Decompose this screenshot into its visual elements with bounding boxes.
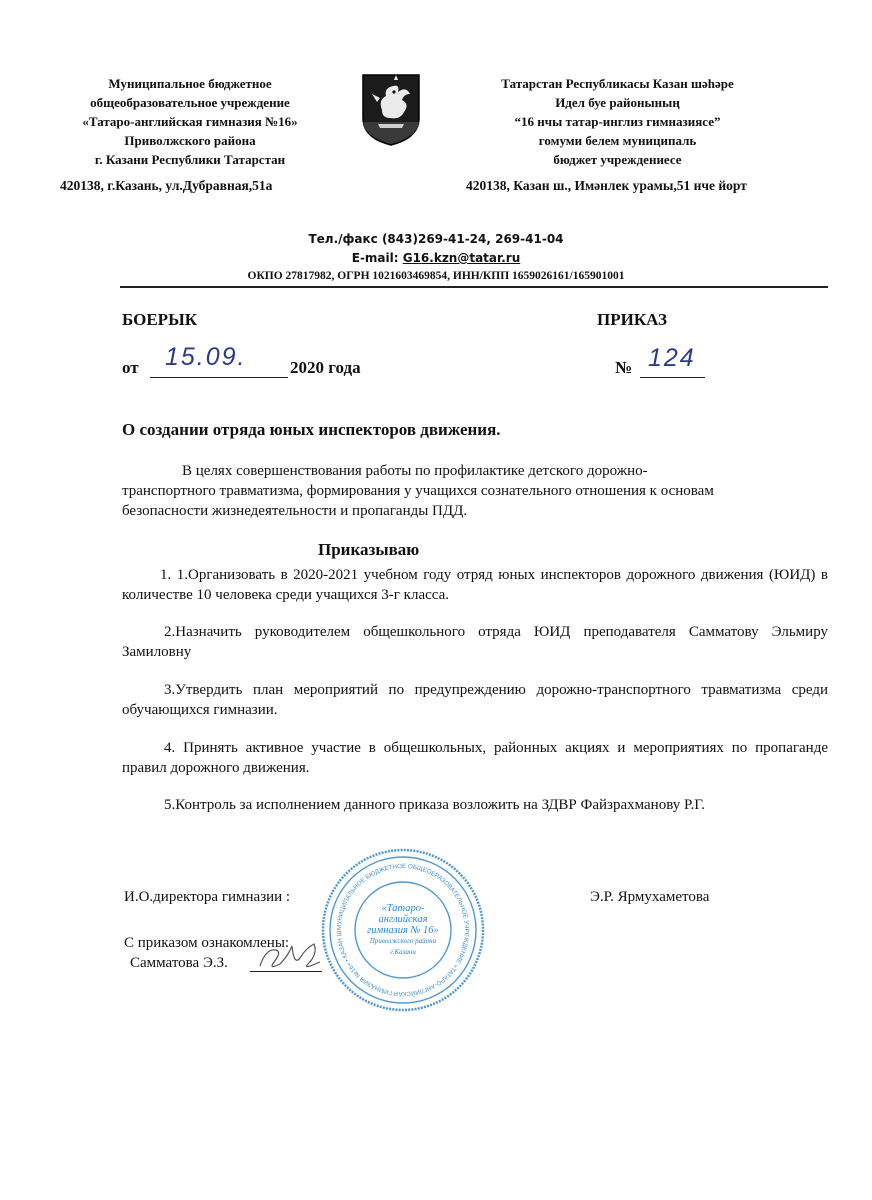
header-right-line: Идел буе районының	[555, 95, 680, 110]
stamp-ring-text: МУНИЦИПАЛЬНОЕ БЮДЖЕТНОЕ ОБЩЕОБРАЗОВАТЕЛЬНОЕ УЧРЕЖДЕНИЕ «ТАТАРО-АНГЛИЙСКАЯ ГИМНАЗИЯ №16» • КАЗАН Ш	[335, 862, 471, 998]
order-item-1	[122, 565, 828, 605]
header-left-line: Муниципальное бюджетное	[108, 76, 272, 91]
preamble-first-line: В целях совершенствования работы по профилактике детского дорожно-	[182, 463, 648, 479]
right-address: 420138, Казан ш., Имәнлек урамы,51 нче йорт	[466, 178, 747, 193]
email-line	[0, 251, 872, 265]
date-handwritten: 15.09.	[165, 343, 247, 371]
header-right-line: бюджет учреждениесе	[553, 152, 682, 167]
email-link[interactable]: G16.kzn@tatar.ru	[402, 251, 521, 265]
header-left	[40, 74, 340, 169]
title-russian: ПРИКАЗ	[597, 310, 667, 329]
phone-line: Тел./факс (843)269-41-24, 269-41-04	[308, 232, 564, 246]
order-word: Приказываю	[318, 540, 420, 559]
number-handwritten: 124	[648, 344, 696, 372]
stamp-line: Приволжского района	[369, 937, 437, 945]
order-item-3: 3.Утвердить план мероприятий по предупреждению дорожно-транспортного травматизма среди обучающихся гимназии.	[122, 682, 828, 718]
stamp-line: гимназия № 16»	[367, 925, 439, 936]
header-left-line: общеобразовательное учреждение	[90, 95, 290, 110]
header-right-line: “16 нчы татар-инглиз гимназиясе”	[514, 114, 721, 129]
director-position: И.О.директора гимназии :	[124, 889, 291, 905]
handwritten-signature	[256, 936, 326, 976]
item-1-marker: 1.	[160, 567, 172, 583]
item-1-text: 1.Организовать в 2020-2021 учебном году отряд юных инспекторов дорожного движения (ЮИД) в количестве 10 человека среди учащихся 3-г класса.	[122, 567, 828, 603]
left-address: 420138, г.Казань, ул.Дубравная,51а	[60, 178, 273, 193]
stamp-center	[358, 903, 448, 958]
number-underline	[640, 377, 705, 378]
order-item-2: 2.Назначить руководителем общешкольного отряда ЮИД преподавателя Самматову Эльмиру Замиловну	[122, 624, 828, 660]
order-subject: О создании отряда юных инспекторов движения.	[122, 420, 501, 439]
number-prefix: №	[615, 358, 633, 377]
header-left-line: г. Казани Республики Татарстан	[94, 152, 286, 167]
header-divider	[120, 286, 828, 288]
acquainted-label: С приказом ознакомлены:	[124, 935, 290, 951]
date-suffix: 2020 года	[290, 358, 361, 377]
official-stamp	[318, 845, 488, 1015]
kazan-coat-of-arms-icon	[360, 72, 422, 147]
stamp-line: г.Казани	[390, 948, 416, 956]
title-tatar: БОЕРЫК	[122, 310, 198, 329]
stamp-line: английская	[378, 914, 428, 925]
order-item-4: 4. Принять активное участие в общешкольных, районных акциях и мероприятиях по пропаганде правил дорожного движения.	[122, 740, 828, 776]
header-right-line: гомуми белем муниципаль	[538, 133, 697, 148]
stamp-line: «Татаро-	[381, 903, 425, 914]
staff-name: Самматова Э.З.	[130, 955, 228, 971]
date-underline	[150, 377, 288, 378]
header-right-line: Татарстан Республикасы Казан шәһәре	[501, 76, 734, 91]
okpo-line: ОКПО 27817982, ОГРН 1021603469854, ИНН/КПП 1659026161/165901001	[247, 270, 625, 282]
header-right	[455, 74, 780, 169]
date-prefix: от	[122, 358, 139, 377]
preamble-rest: транспортного травматизма, формирования у учащихся сознательного отношения к основам безопасности жизнедеятельности и пропаганды ПДД.	[122, 483, 714, 519]
header-left-line: «Татаро-английская гимназия №16»	[82, 114, 298, 129]
email-label: E-mail:	[351, 251, 403, 265]
order-item-5: 5.Контроль за исполнением данного приказа возложить на ЗДВР Файзрахманову Р.Г.	[164, 797, 705, 813]
director-name: Э.Р. Ярмухаметова	[590, 889, 710, 905]
header-left-line: Приволжского района	[124, 133, 256, 148]
